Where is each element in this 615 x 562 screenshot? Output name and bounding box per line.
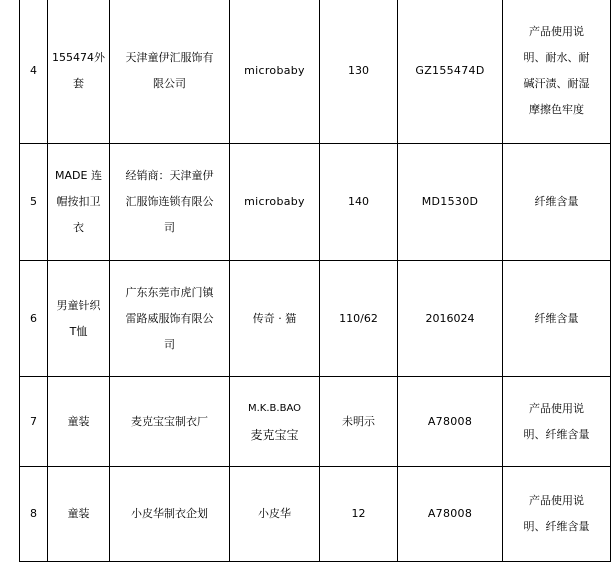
table-row — [20, 467, 611, 562]
nonconforming-items: 纤维含量 — [503, 261, 611, 377]
table-row — [20, 144, 611, 261]
row-index: 8 — [20, 467, 48, 562]
brand: M.K.B.BAO 麦克宝宝 — [230, 377, 320, 467]
batch-number: GZ155474D — [398, 0, 503, 144]
nonconforming-items: 产品使用说 明、纤维含量 — [503, 467, 611, 562]
nonconforming-items: 产品使用说 明、纤维含量 — [503, 377, 611, 467]
brand: 传奇 · 猫 — [230, 261, 320, 377]
product-name: 155474外 套 — [48, 0, 110, 144]
size-spec: 140 — [320, 144, 398, 261]
row-index: 4 — [20, 0, 48, 144]
product-name: 童装 — [48, 377, 110, 467]
row-index: 6 — [20, 261, 48, 377]
company-name: 广东东莞市虎门镇 雷路威服饰有限公 司 — [110, 261, 230, 377]
batch-number: MD1530D — [398, 144, 503, 261]
nonconforming-items: 纤维含量 — [503, 144, 611, 261]
nonconforming-items: 产品使用说 明、耐水、耐 碱汗渍、耐湿 摩擦色牢度 — [503, 0, 611, 144]
row-index: 5 — [20, 144, 48, 261]
size-spec: 110/62 — [320, 261, 398, 377]
brand: 小皮华 — [230, 467, 320, 562]
table-row — [20, 261, 611, 377]
product-name: MADE 连 帽按扣卫 衣 — [48, 144, 110, 261]
table-row — [20, 0, 611, 144]
company-name: 经销商：天津童伊 汇服饰连锁有限公 司 — [110, 144, 230, 261]
batch-number: A78008 — [398, 377, 503, 467]
size-spec: 130 — [320, 0, 398, 144]
brand: microbaby — [230, 144, 320, 261]
company-name: 麦克宝宝制衣厂 — [110, 377, 230, 467]
company-name: 小皮华制衣企划 — [110, 467, 230, 562]
size-spec: 未明示 — [320, 377, 398, 467]
product-name: 童装 — [48, 467, 110, 562]
size-spec: 12 — [320, 467, 398, 562]
batch-number: A78008 — [398, 467, 503, 562]
company-name: 天津童伊汇服饰有 限公司 — [110, 0, 230, 144]
row-index: 7 — [20, 377, 48, 467]
batch-number: 2016024 — [398, 261, 503, 377]
brand: microbaby — [230, 0, 320, 144]
product-name: 男童针织 T恤 — [48, 261, 110, 377]
nonconforming-products-table — [19, 0, 611, 562]
table-row — [20, 377, 611, 467]
